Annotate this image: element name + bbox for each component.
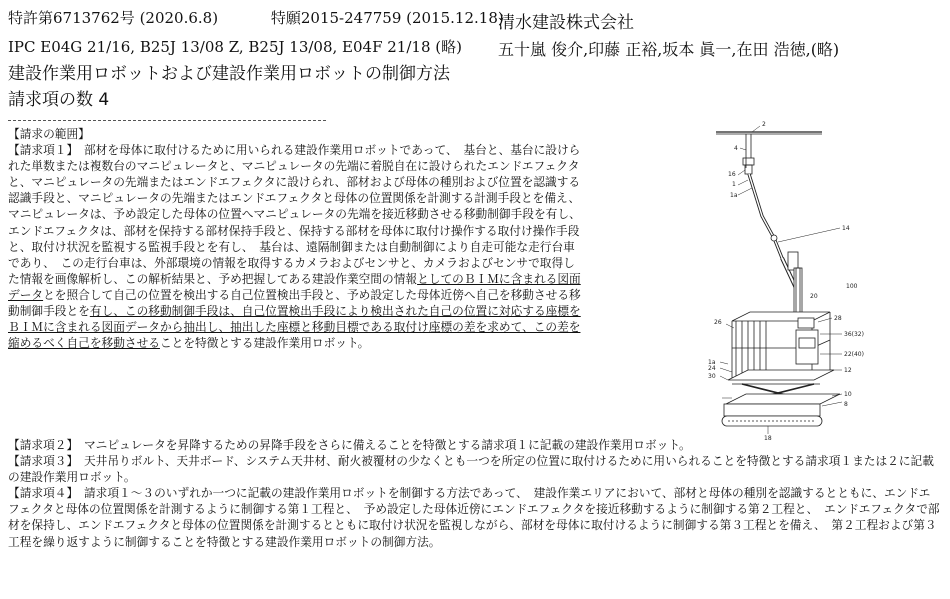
leader-line	[752, 126, 760, 132]
leader-line	[740, 148, 746, 150]
claim-1-amended-2: 有し、この移動制御手段は、自己位置検出手段により検出された自己の位置に対応する座標をＢＩＭに含まれる図面データから抽出し、抽出した座標と移動目標である取付け座標の差を求めて、この差を縮めるべく自己を移動させる	[8, 304, 581, 351]
claim-1-block	[8, 126, 587, 351]
claim-1-amended-1: としてのＢＩＭに含まれる図面データ	[8, 271, 581, 302]
inventors: 五十嵐 俊介,印藤 正裕,坂本 眞一,在田 浩徳,(略)	[498, 40, 840, 59]
cage-top	[732, 312, 830, 321]
ref-label: 30	[708, 373, 716, 380]
ref-label: 18	[764, 435, 772, 442]
claim-4-body: 請求項１～３のいずれか一つに記載の建設作業用ロボットを制御する方法であって、 建設作業エリアにおいて、部材と母体の種別を認識するとともに、エンドエフェクタと母体の位置関係を計測するように制御する第１工程と、 予め設定した母体近傍にエンドエフェクタを接近移動するように制御する第２工程と、 エンドエフェクタで部材を保持し、エンドエフェクタと母体の位置関係を計測するとともに取付け状況を監視しながら、部材を母体に取付けるように制御する第３工程とを備え、 第２工程および第３工程を繰り返すように制御することを特徴とする建設作業用ロボットの制御方法。	[8, 486, 940, 549]
claim-1-body: 部材を母体に取付けるために用いられる建設作業用ロボットであって、 基台と、基台に設けられた単数または複数台のマニピュレータと、マニピュレータの先端に着脱自在に設けられたエンドエフェクタと、マニピュレータの先端またはエンドエフェクタに設けられ、部材および母体の種別および位置を認識する認識手段と、マニピュレータの先端またはエンドエフェクタと母体の位置関係を計測する計測手段とを備え、 マニピュレータは、予め設定した母体の位置へマニピュレータの先端を接近移動させる移動制御手段を有し、 エンドエフェクタは、部材を保持する部材保持手段と、保持する部材を母体に取付け操作する取付け操作手段と、取付け状況を監視する監視手段とを有し、 基台は、遠隔制御または自動制御により自走可能な走行台車であり、 この走行台車は、外部環境の情報を取得するカメラおよびセンサと、カメラおよびセンサで取得した情報を画像解析し、この解析結果と、予め把握してある建設作業空間の情報	[8, 143, 587, 286]
robot-figure	[702, 118, 900, 446]
leader-line	[738, 170, 745, 175]
ref-label: 22(40)	[844, 351, 864, 358]
claim-2-body: マニピュレータを昇降するための昇降手段をさらに備えることを特徴とする請求項１に記載の建設作業用ロボット。	[72, 438, 691, 452]
ref-label: 12	[844, 367, 852, 374]
camera-sensor	[798, 318, 814, 328]
claim-1-mid: とを照合して自己の位置を検出する自己位置検出手段と、予め設定した母体近傍へ自己を移動させる移動制御手段とを	[8, 287, 581, 319]
arm-joint	[771, 235, 777, 241]
claim-4-label: 【請求項４】	[8, 486, 73, 501]
header-line-1	[8, 8, 522, 28]
arm-base-joint	[788, 252, 798, 270]
end-effector	[743, 158, 754, 165]
leader-line	[720, 362, 728, 364]
leader-line	[726, 324, 734, 328]
claim-1-label: 【請求項１】	[8, 143, 73, 158]
claim-3-body: 天井吊りボルト、天井ボード、システム天井材、耐火被覆材の少なくとも一つを所定の位置に取付けるために用いられることを特徴とする請求項１または２に記載の建設作業用ロボット。	[8, 454, 934, 485]
claim-1-text	[8, 142, 587, 351]
divider	[8, 120, 326, 121]
patent-number: 特許第6713762号 (2020.6.8)	[8, 9, 219, 27]
claim-count: 請求項の数 4	[8, 90, 110, 110]
leader-line	[822, 402, 842, 406]
claim-2-label: 【請求項２】	[8, 438, 73, 452]
ref-label: 10	[844, 391, 852, 398]
claims-heading: 【請求の範囲】	[8, 127, 90, 141]
leader-line	[720, 368, 732, 372]
claim-1-end: ことを特徴とする建設作業用ロボット。	[159, 336, 370, 351]
patent-title: 建設作業用ロボットおよび建設作業用ロボットの制御方法	[8, 64, 450, 84]
leader-line	[720, 376, 728, 380]
ipc-code: IPC E04G 21/16, B25J 13/08 Z, B25J 13/08, E04F 21/18 (略)	[8, 38, 462, 56]
lifting-mast	[794, 268, 802, 313]
ref-label: 20	[810, 293, 818, 300]
application-number: 特願2015-247759 (2015.12.18)	[270, 9, 504, 27]
leader-line	[778, 228, 840, 242]
leader-line	[738, 180, 748, 185]
ref-label: 14	[842, 225, 850, 232]
claims-2-4-block	[8, 437, 940, 550]
claim-3-label: 【請求項３】	[8, 454, 73, 469]
company-name: 清水建設株式会社	[498, 13, 634, 33]
ref-label: 36(32)	[844, 331, 864, 338]
claim-3	[8, 453, 940, 485]
ref-label: 1a	[708, 359, 716, 366]
ref-label: 1a	[730, 192, 738, 199]
carriage-body	[724, 404, 820, 416]
deck	[728, 370, 834, 380]
carriage-top	[726, 394, 840, 404]
ref-label: 24	[708, 365, 716, 372]
claim-4	[8, 485, 940, 549]
ref-label: 16	[728, 171, 736, 178]
ref-label: 1	[732, 181, 736, 188]
ref-label: 28	[834, 315, 842, 322]
ref-label: 100	[846, 283, 858, 290]
ref-label: 26	[714, 319, 722, 326]
ref-label: 8	[844, 401, 848, 408]
ref-label: 4	[734, 145, 738, 152]
leader-line	[738, 188, 752, 195]
ref-label: 2	[762, 121, 766, 128]
